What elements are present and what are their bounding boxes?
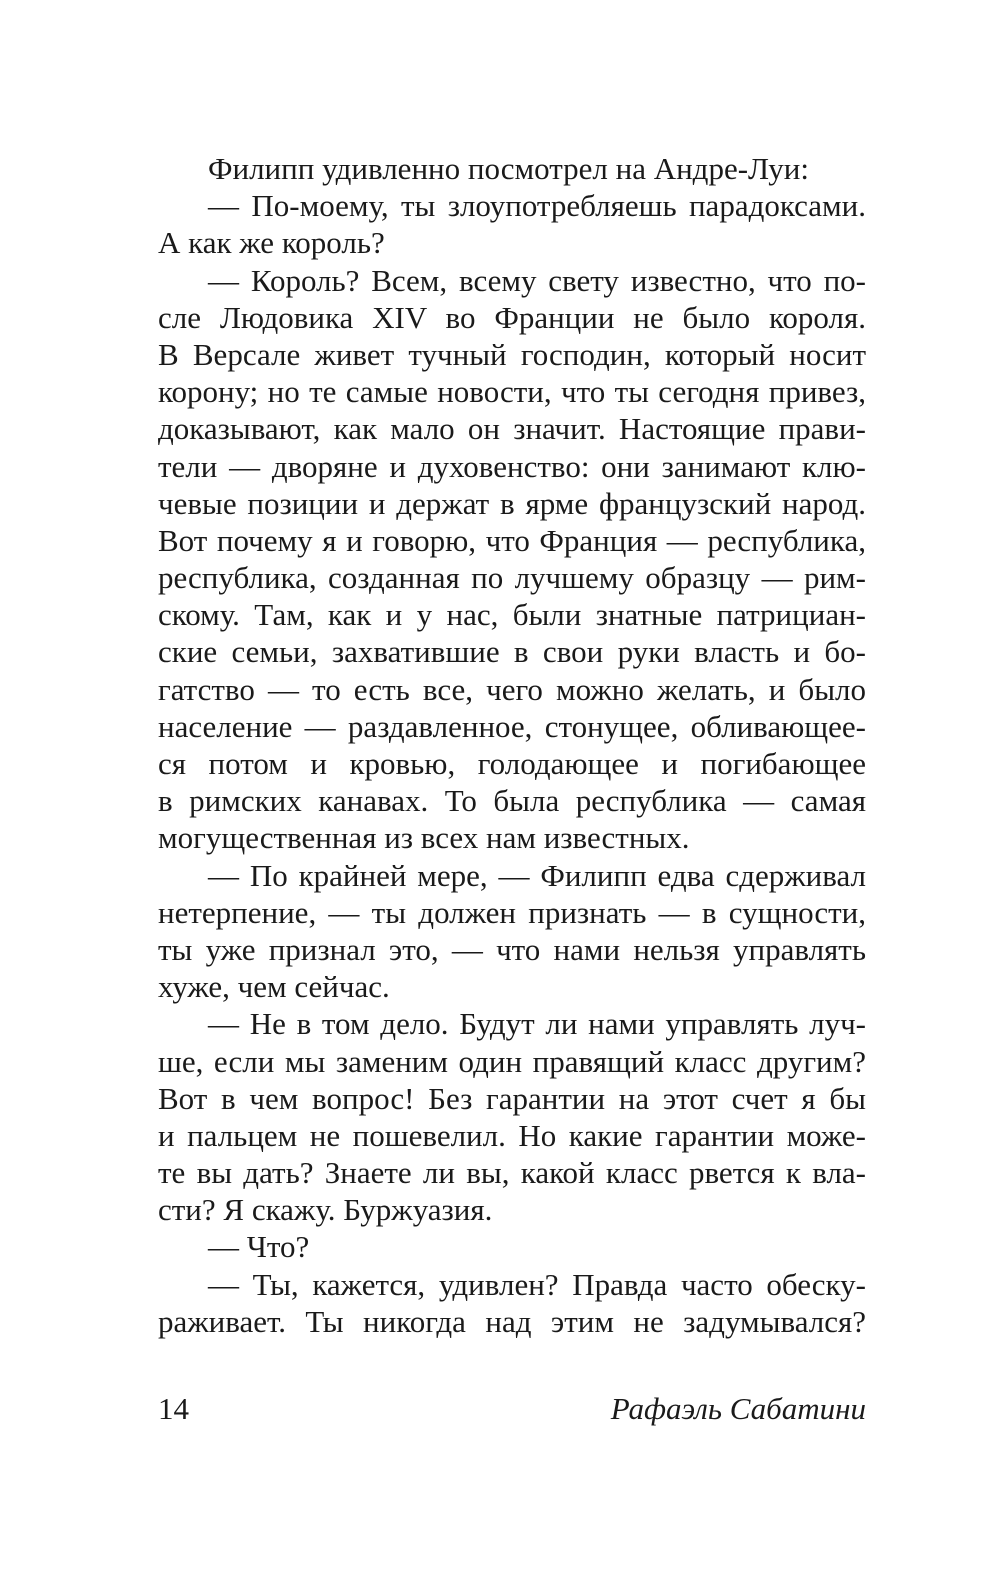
text-line: чевые позиции и держат в ярме французский народ. — [158, 485, 866, 521]
text-line: В Версале живет тучный господин, который носит — [158, 336, 866, 372]
text-line: те вы дать? Знаете ли вы, какой класс рвется к вла- — [158, 1155, 866, 1191]
text-line: и пальцем не пошевелил. Но какие гарантии може- — [158, 1117, 866, 1153]
text-line: ские семьи, захватившие в свои руки власть и бо- — [158, 634, 866, 670]
text-line: — Не в том дело. Будут ли нами управлять луч- — [208, 1006, 866, 1042]
text-line: — По-моему, ты злоупотребляешь парадоксами. — [208, 188, 866, 224]
text-line: Вот в чем вопрос! Без гарантии на этот счет я бы — [158, 1080, 866, 1116]
text-line: сти? Я скажу. Буржуазия. — [158, 1192, 493, 1228]
text-line: гатство — то есть все, чего можно желать, и было — [158, 671, 866, 707]
text-line: — Король? Всем, всему свету известно, что по- — [208, 262, 866, 298]
text-line: — По крайней мере, — Филипп едва сдерживал — [208, 857, 866, 893]
page-number: 14 — [158, 1391, 189, 1426]
text-line: ты уже признал это, — что нами нельзя управлять — [158, 931, 866, 967]
text-line: хуже, чем сейчас. — [158, 969, 390, 1005]
text-line: население — раздавленное, стонущее, обливающее- — [158, 708, 866, 744]
running-footer-author: Рафаэль Сабатини — [610, 1391, 866, 1426]
text-line: сле Людовика XIV во Франции не было короля. — [158, 299, 866, 335]
text-line: — Ты, кажется, удивлен? Правда часто обеску- — [208, 1266, 866, 1302]
text-line: А как же король? — [158, 225, 385, 261]
text-line: могущественная из всех нам известных. — [158, 820, 690, 856]
text-line: республика, созданная по лучшему образцу — рим- — [158, 560, 866, 596]
text-line: Филипп удивленно посмотрел на Андре-Луи: — [208, 151, 809, 186]
body-text — [158, 150, 866, 1340]
text-line: тели — дворяне и духовенство: они занимают клю- — [158, 448, 866, 484]
text-line: в римских канавах. То была республика — самая — [158, 783, 866, 819]
text-line: — Что? — [208, 1229, 310, 1265]
text-line: ся потом и кровью, голодающее и погибающее — [158, 746, 866, 781]
text-line: доказывают, как мало он значит. Настоящие прави- — [158, 411, 866, 447]
text-line: скому. Там, как и у нас, были знатные патрициан- — [158, 597, 866, 633]
text-line: корону; но те самые новости, что ты сегодня привез, — [158, 374, 866, 410]
text-line: Вот почему я и говорю, что Франция — республика, — [158, 522, 866, 558]
text-line: нетерпение, — ты должен признать — в сущности, — [158, 894, 866, 930]
text-line: раживает. Ты никогда над этим не задумывался? — [158, 1303, 866, 1339]
text-line: ше, если мы заменим один правящий класс другим? — [158, 1043, 866, 1079]
